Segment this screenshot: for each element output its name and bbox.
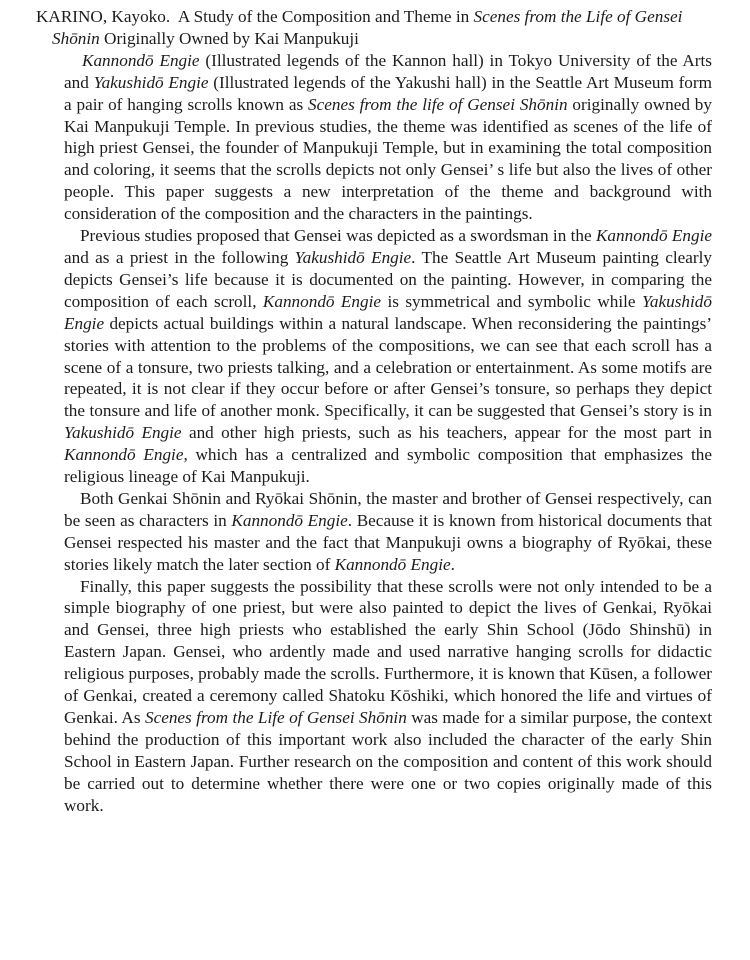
italic-title-run: Kannondō Engie [262, 291, 382, 311]
paragraph [64, 225, 712, 488]
text-run: was made for a similar purpose, the context behind the production of this important work also included the character of the early Shin School in Eastern Japan. Further research on the composition and content of this work should be carried out to determine whether there were one or two copies originally made of this work. [64, 708, 712, 815]
text-run: (Illustrated legends of the Yakushi hall) in the Seattle Art Museum form a pair of hanging scrolls known as [64, 72, 712, 114]
italic-title-run: Kannondō Engie [82, 50, 200, 70]
paragraph [64, 50, 712, 225]
text-run: originally owned by Kai Manpukuji Temple. In previous studies, the theme was identified as scenes of the life of high priest Gensei, the founder of Manpukuji Temple, but in examining the total composition and coloring, it seems that the scrolls depicts not only Gensei’ s life but also the lives of other people. This paper suggests a new interpretation of the theme and background with consideration of the composition and the characters in the paintings. [64, 94, 712, 224]
text-run: Both Genkai Shōnin and Ryōkai Shōnin, the master and brother of Gensei respectively, can be seen as characters in [64, 488, 712, 530]
italic-title-run: Yakushidō Engie [93, 72, 209, 92]
abstract-body [36, 50, 712, 817]
italic-title-run: Kannondō Engie [231, 510, 348, 530]
title-italic-text: Scenes from the Life of Gensei Shōnin [52, 7, 683, 48]
paragraph [64, 488, 712, 576]
italic-title-run: Yakushidō Engie [64, 423, 182, 443]
italic-title-run: Kannondō Engie [334, 554, 451, 574]
italic-title-run: Kannondō Engie [64, 445, 184, 465]
italic-title-run: Kannondō Engie [595, 226, 712, 246]
italic-title-run: Scenes from the life of Gensei Shōnin [308, 94, 568, 114]
text-run: . [450, 554, 455, 574]
title-text: A Study of the Composition and Theme in [177, 7, 474, 26]
text-run: (Illustrated legends of the Kannon hall) in Tokyo University of the Arts and [64, 50, 712, 92]
article-heading [36, 6, 712, 50]
italic-title-run: Yakushidō Engie [294, 247, 412, 267]
text-run: Previous studies proposed that Gensei was depicted as a swordsman in the [80, 226, 596, 246]
title-text-end: Originally Owned by Kai Manpukuji [99, 28, 359, 48]
text-run: , which has a centralized and symbolic composition that emphasizes the religious lineage of Kai Manpukuji. [64, 445, 712, 487]
text-run: depicts actual buildings within a natural landscape. When reconsidering the paintings’ stories with attention to the problems of the compositions, we can see that each scroll has a scene of a tonsure, two priests talking, and a celebration or entertainment. As some motifs are repeated, it is not clear if they occur before or after Gensei’s tonsure, so perhaps they depict the tonsure and life of another monk. Specifically, it can be suggested that Gensei’s story is in [64, 313, 712, 421]
text-run: is symmetrical and symbolic while [381, 291, 642, 311]
italic-title-run: Yakushidō Engie [64, 291, 712, 333]
author-name: KARINO, Kayoko. [36, 7, 171, 26]
italic-title-run: Scenes from the Life of Gensei Shōnin [144, 708, 407, 727]
text-run: and other high priests, such as his teachers, appear for the most part in [181, 423, 712, 443]
paragraph [64, 576, 712, 817]
text-run: and as a priest in the following [64, 247, 295, 267]
text-run: . The Seattle Art Museum painting clearly depicts Gensei’s life because it is documented on the painting. However, in comparing the composition of each scroll, [64, 247, 713, 311]
text-run: Finally, this paper suggests the possibility that these scrolls were not only intended to be a simple biography of one priest, but were also painted to depict the lives of Genkai, Ryōkai and Gensei, three high priests who established the early Shin School (Jōdo Shinshū) in Eastern Japan. Gensei, who ardently made and used narrative hanging scrolls for didactic religious purposes, probably made the scrolls. Furthermore, it is known that Kūsen, a follower of Genkai, created a ceremony called Shatoku Kōshiki, which honored the life and virtues of Genkai. As [64, 576, 712, 727]
text-run: . Because it is known from historical documents that Gensei respected his master and the fact that Manpukuji owns a biography of Ryōkai, these stories likely match the later section of [64, 510, 712, 574]
